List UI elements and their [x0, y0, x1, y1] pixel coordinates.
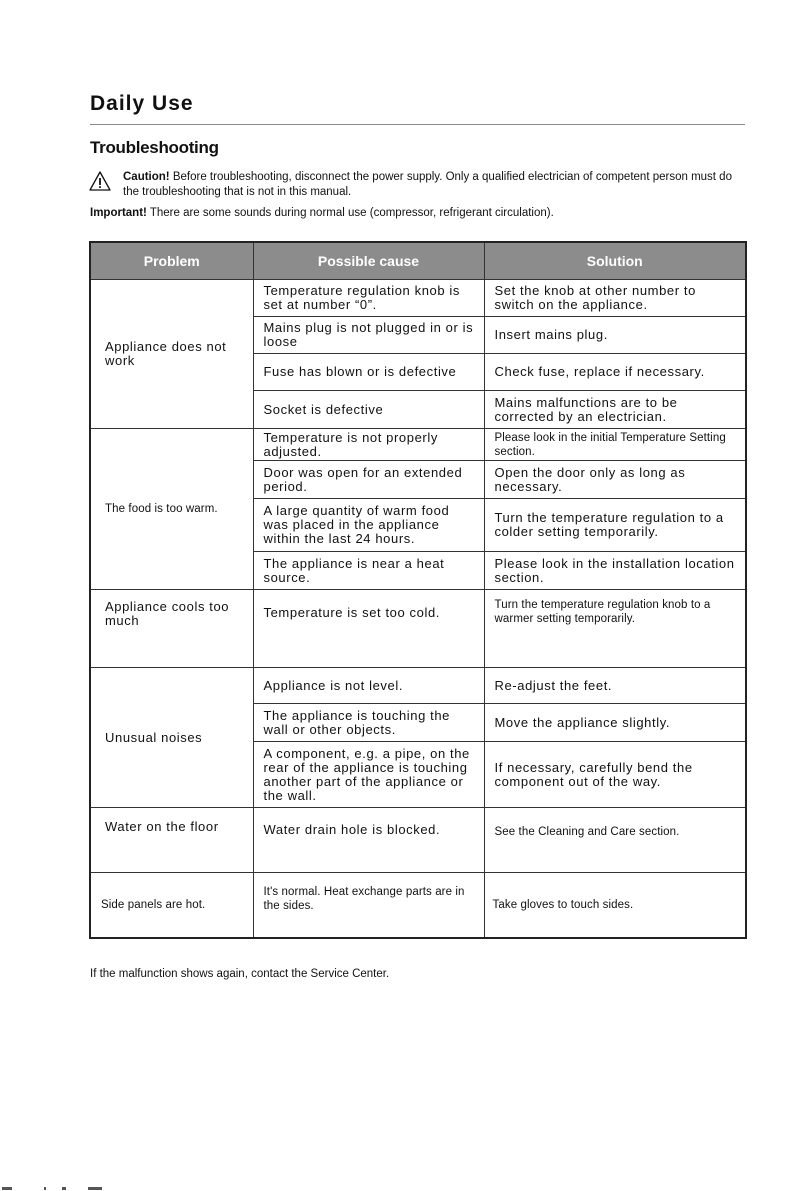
table-row — [90, 873, 746, 938]
solution-cell: Please look in the installation location section. — [484, 552, 746, 590]
header-solution: Solution — [484, 242, 746, 280]
problem-cell: Appliance does not work — [90, 280, 253, 429]
cause-cell: A component, e.g. a pipe, on the rear of the appliance is touching another part of the appliance or the wall. — [253, 742, 484, 808]
table-row — [90, 280, 746, 317]
solution-cell: Check fuse, replace if necessary. — [484, 354, 746, 391]
solution-cell: Mains malfunctions are to be corrected by an electrician. — [484, 391, 746, 429]
important-label: Important! — [90, 207, 147, 219]
solution-cell: Set the knob at other number to switch on the appliance. — [484, 280, 746, 317]
solution-cell: Open the door only as long as necessary. — [484, 461, 746, 499]
solution-cell: Insert mains plug. — [484, 317, 746, 354]
troubleshooting-table — [89, 241, 747, 939]
cause-cell: The appliance is touching the wall or other objects. — [253, 704, 484, 742]
solution-cell: Turn the temperature regulation to a colder setting temporarily. — [484, 499, 746, 552]
problem-cell: Unusual noises — [90, 668, 253, 808]
header-possible-cause: Possible cause — [253, 242, 484, 280]
problem-cell: Appliance cools too much — [90, 590, 253, 668]
solution-cell: Take gloves to touch sides. — [484, 873, 746, 938]
problem-cell: Water on the floor — [90, 808, 253, 873]
cause-cell: Water drain hole is blocked. — [253, 808, 484, 873]
solution-cell: See the Cleaning and Care section. — [484, 808, 746, 873]
cause-cell: Temperature is set too cold. — [253, 590, 484, 668]
important-notice — [90, 206, 750, 221]
caution-label: Caution! — [123, 171, 170, 183]
cause-cell: The appliance is near a heat source. — [253, 552, 484, 590]
important-text: There are some sounds during normal use (compressor, refrigerant circulation). — [146, 207, 554, 219]
table-row — [90, 668, 746, 704]
cause-cell: Fuse has blown or is defective — [253, 354, 484, 391]
problem-cell: The food is too warm. — [90, 429, 253, 590]
problem-cell: Side panels are hot. — [90, 873, 253, 938]
table-row — [90, 590, 746, 668]
cause-cell: Temperature is not properly adjusted. — [253, 429, 484, 461]
caution-notice — [123, 170, 733, 200]
cause-cell: Appliance is not level. — [253, 668, 484, 704]
table-row — [90, 429, 746, 461]
solution-cell: If necessary, carefully bend the component out of the way. — [484, 742, 746, 808]
header-problem: Problem — [90, 242, 253, 280]
cause-cell: Mains plug is not plugged in or is loose — [253, 317, 484, 354]
warning-triangle-icon — [89, 171, 111, 191]
page-edge-marks — [0, 1186, 130, 1191]
page-title: Daily Use — [90, 92, 194, 115]
solution-cell: Please look in the initial Temperature Setting section. — [484, 429, 746, 461]
solution-cell: Move the appliance slightly. — [484, 704, 746, 742]
caution-text: Before troubleshooting, disconnect the power supply. Only a qualified electrician of competent person must do the troubleshooting that is not in this manual. — [123, 171, 732, 198]
cause-cell: It's normal. Heat exchange parts are in the sides. — [253, 873, 484, 938]
cause-cell: Socket is defective — [253, 391, 484, 429]
section-title: Troubleshooting — [90, 138, 219, 157]
table-row — [90, 808, 746, 873]
solution-cell: Re-adjust the feet. — [484, 668, 746, 704]
solution-cell: Turn the temperature regulation knob to a warmer setting temporarily. — [484, 590, 746, 668]
title-divider — [90, 124, 745, 125]
cause-cell: Door was open for an extended period. — [253, 461, 484, 499]
cause-cell: A large quantity of warm food was placed in the appliance within the last 24 hours. — [253, 499, 484, 552]
cause-cell: Temperature regulation knob is set at number “0”. — [253, 280, 484, 317]
table-header-row — [90, 242, 746, 280]
footer-note: If the malfunction shows again, contact the Service Center. — [90, 968, 390, 980]
